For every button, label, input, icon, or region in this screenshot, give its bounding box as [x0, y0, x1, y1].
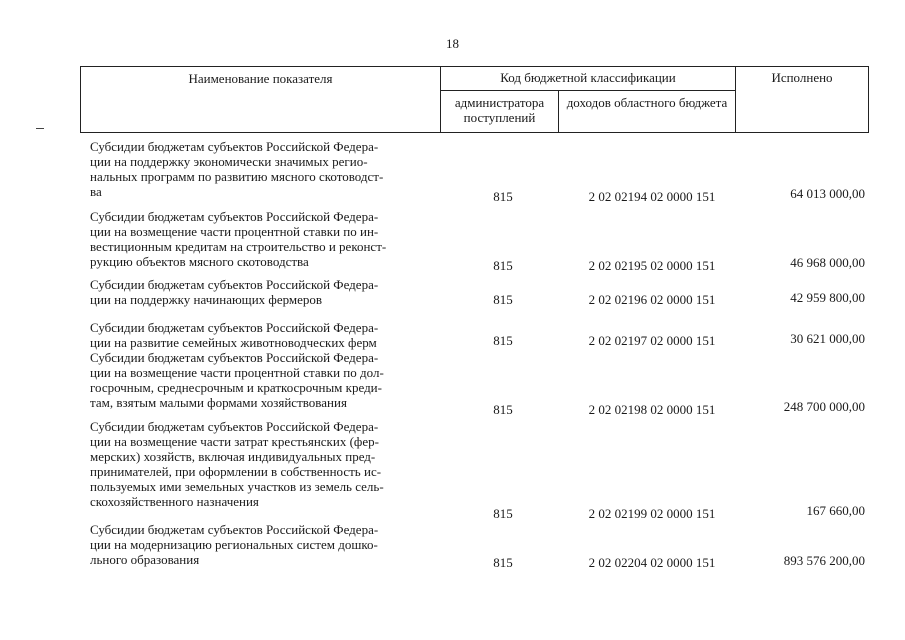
row-name — [90, 139, 435, 199]
row-name-line: Субсидии бюджетам субъектов Российской Федера- — [90, 419, 379, 434]
header-admin-subcolumn: администратора поступлений — [441, 91, 559, 133]
row-name-line: Субсидии бюджетам субъектов Российской Федера- — [90, 522, 379, 537]
row-name-line: льного образования — [90, 552, 200, 567]
row-executed: 46 968 000,00 — [790, 255, 865, 270]
row-name-line: Субсидии бюджетам субъектов Российской Федера- — [90, 350, 379, 365]
row-name-line: нальных программ по развитию мясного скотоводст- — [90, 169, 384, 184]
row-name-line: Субсидии бюджетам субъектов Российской Федера- — [90, 277, 379, 292]
row-income-code: 2 02 02198 02 0000 151 — [588, 402, 716, 417]
row-name — [90, 350, 435, 410]
row-name-line: пользуемых ими земельных участков из земель сель- — [90, 479, 384, 494]
row-name-line: Субсидии бюджетам субъектов Российской Федера- — [90, 209, 379, 224]
table-header — [80, 66, 869, 133]
row-admin-code: 815 — [493, 506, 513, 521]
row-name — [90, 522, 435, 567]
scan-mark — [36, 128, 44, 129]
row-name — [90, 419, 435, 509]
row-income-code: 2 02 02199 02 0000 151 — [588, 506, 716, 521]
row-executed: 42 959 800,00 — [790, 290, 865, 305]
row-executed: 64 013 000,00 — [790, 186, 865, 201]
row-executed: 248 700 000,00 — [783, 399, 865, 414]
row-executed: 893 576 200,00 — [783, 553, 865, 568]
row-income-code: 2 02 02204 02 0000 151 — [588, 555, 716, 570]
row-name-line: принимателей, при оформлении в собственность ис- — [90, 464, 382, 479]
header-name-column: Наименование показателя — [81, 67, 441, 133]
row-admin-code: 815 — [493, 333, 513, 348]
row-name-line: мерских) хозяйств, включая индивидуальных пред- — [90, 449, 376, 464]
row-admin-code: 815 — [493, 258, 513, 273]
row-name-line: там, взятым малыми формами хозяйствования — [90, 395, 347, 410]
row-name-line: ции на возмещение части процентной ставки по дол- — [90, 365, 384, 380]
row-income-code: 2 02 02196 02 0000 151 — [588, 292, 716, 307]
header-code-column: Код бюджетной классификации — [441, 67, 736, 91]
row-name — [90, 277, 435, 307]
header-executed-column: Исполнено — [736, 67, 869, 133]
row-income-code: 2 02 02195 02 0000 151 — [588, 258, 716, 273]
row-name-line: ции на развитие семейных животноводческих ферм — [90, 335, 377, 350]
row-admin-code: 815 — [493, 402, 513, 417]
row-name-line: госрочным, среднесрочным и краткосрочным креди- — [90, 380, 382, 395]
row-name-line: рукцию объектов мясного скотоводства — [90, 254, 309, 269]
page-number: 18 — [446, 36, 459, 51]
row-executed: 30 621 000,00 — [790, 331, 865, 346]
row-name-line: ции на модернизацию региональных систем дошко- — [90, 537, 378, 552]
row-admin-code: 815 — [493, 292, 513, 307]
row-name-line: ции на возмещение части затрат крестьянских (фер- — [90, 434, 379, 449]
row-name-line: Субсидии бюджетам субъектов Российской Федера- — [90, 320, 379, 335]
row-name-line: вестиционным кредитам на строительство и реконст- — [90, 239, 387, 254]
row-name — [90, 209, 435, 269]
row-name-line: ции на поддержку экономически значимых регио- — [90, 154, 368, 169]
row-admin-code: 815 — [493, 189, 513, 204]
row-admin-code: 815 — [493, 555, 513, 570]
row-executed: 167 660,00 — [806, 503, 865, 518]
row-name-line: ва — [90, 184, 102, 199]
row-income-code: 2 02 02197 02 0000 151 — [588, 333, 716, 348]
row-income-code: 2 02 02194 02 0000 151 — [588, 189, 716, 204]
row-name-line: Субсидии бюджетам субъектов Российской Федера- — [90, 139, 379, 154]
row-name — [90, 320, 435, 350]
row-name-line: ции на возмещение части процентной ставки по ин- — [90, 224, 379, 239]
row-name-line: ции на поддержку начинающих фермеров — [90, 292, 323, 307]
header-income-subcolumn: доходов областного бюджета — [559, 91, 736, 133]
row-name-line: скохозяйственного назначения — [90, 494, 259, 509]
